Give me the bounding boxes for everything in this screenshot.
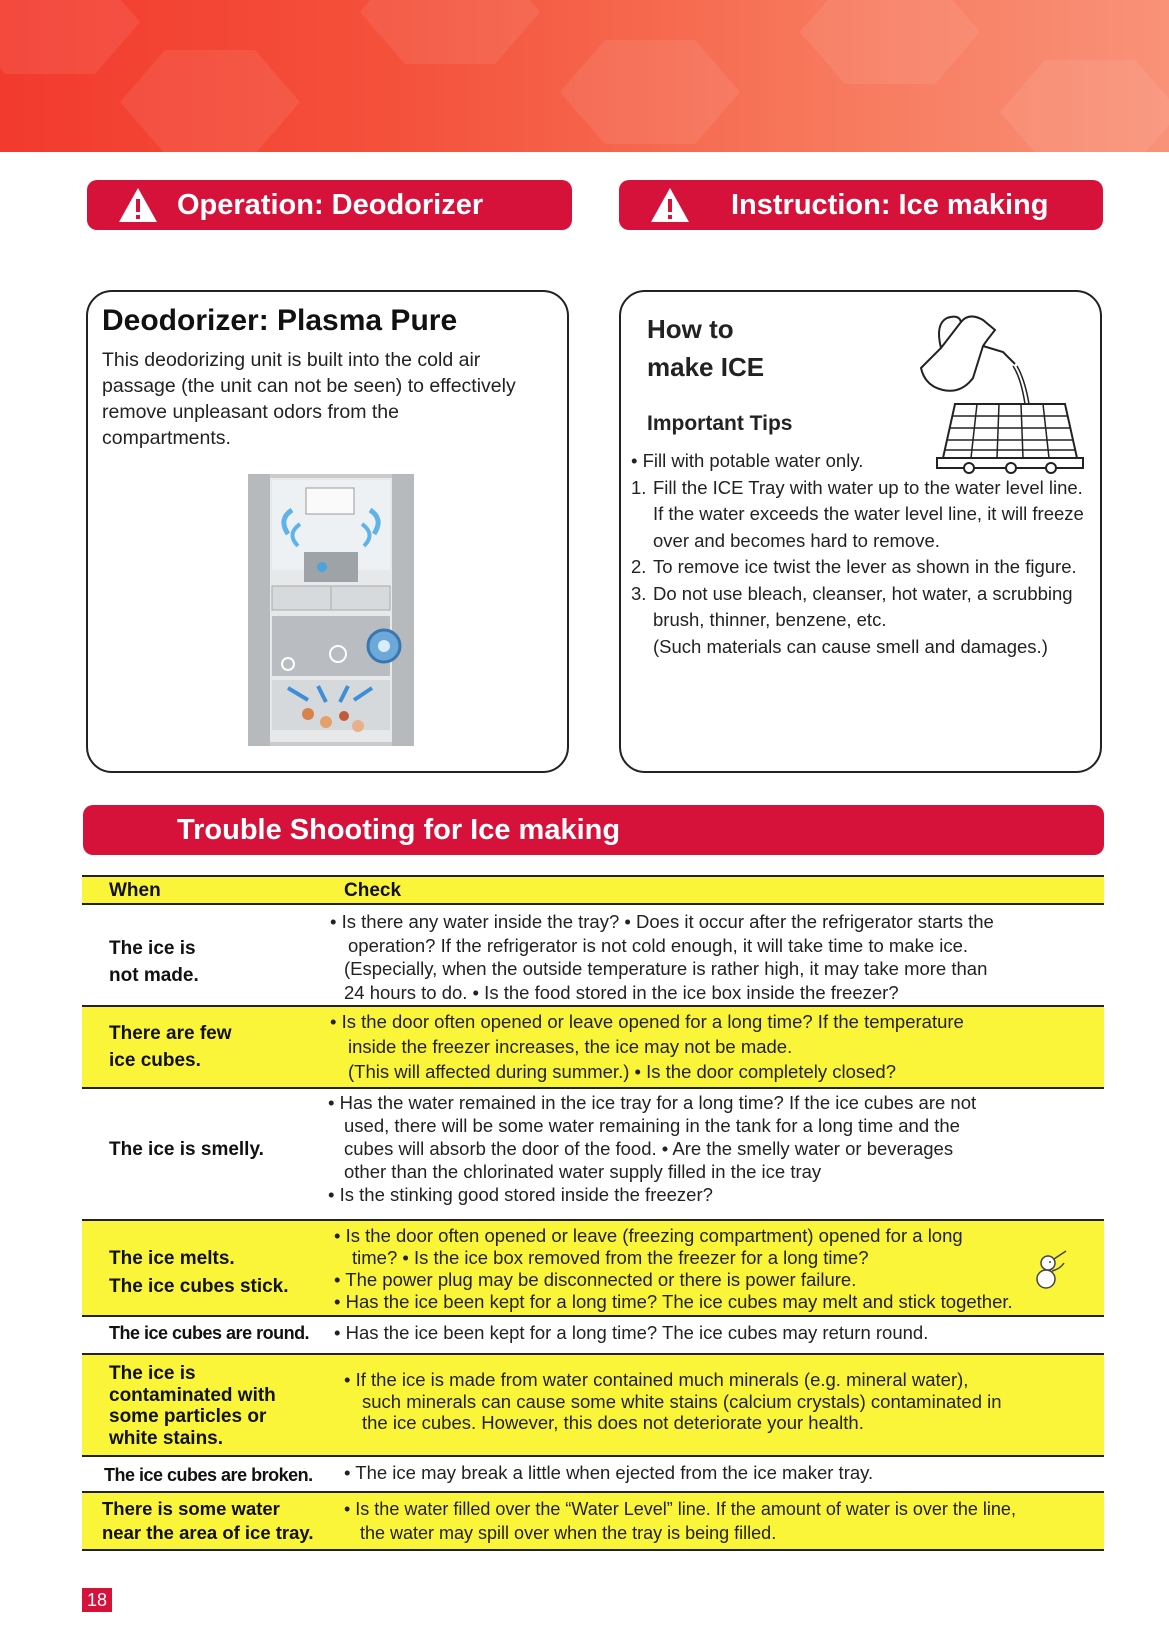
deodorizer-title: Deodorizer: Plasma Pure [102, 304, 458, 337]
table-row [82, 1493, 1104, 1549]
tip-2-text: To remove ice twist the lever as shown in the figure. [653, 556, 1077, 577]
row-check [328, 1091, 1098, 1206]
row-check-line: • Is there any water inside the tray? • Does it occur after the refrigerator starts the [330, 911, 994, 932]
row-check-line: • Is the door often opened or leave opened for a long time? If the temperature [330, 1011, 964, 1032]
fridge-interior-photo [248, 474, 414, 746]
row-check-line: the water may spill over when the tray is being filled. [360, 1523, 777, 1543]
row-check-line: inside the freezer increases, the ice may not be made. [348, 1036, 793, 1057]
tip-2-number: 2. [631, 556, 647, 577]
row-check [344, 1369, 1104, 1434]
row-check-line: (This will affected during summer.) • Is the door completely closed? [348, 1061, 897, 1082]
row-check-line: 24 hours to do. • Is the food stored in the ice box inside the freezer? [344, 981, 899, 1003]
tip-3-number: 3. [631, 582, 647, 604]
table-row [82, 1457, 1104, 1491]
row-check: • Has the ice been kept for a long time? The ice cubes may return round. [334, 1322, 929, 1343]
row-when: The ice cubes are broken. [104, 1465, 313, 1485]
row-when-line: The ice cubes stick. [109, 1276, 289, 1297]
troubleshoot-section-header [83, 805, 1104, 855]
row-when-line: some particles or [109, 1406, 267, 1427]
hex-pattern [800, 0, 980, 84]
row-check-line: • Is the door often opened or leave (freezing compartment) opened for a long [334, 1225, 963, 1246]
row-check-line: such minerals can cause some white stains (calcium crystals) contaminated in [362, 1390, 1002, 1412]
hex-pattern [360, 0, 540, 64]
tips-list [631, 448, 1101, 660]
deodorizer-section-header [87, 180, 572, 230]
table-row [82, 1089, 1104, 1207]
row-when-line: The ice melts. [109, 1248, 235, 1269]
row-when-line: There is some water [102, 1498, 280, 1519]
row-when-line: The ice is [109, 1363, 196, 1384]
row-check [344, 1497, 1104, 1545]
row-check-line: • If the ice is made from water contained much minerals (e.g. mineral water), [344, 1369, 969, 1390]
hex-pattern [120, 50, 300, 152]
howto-line-2: make ICE [647, 352, 765, 382]
header-check: Check [344, 880, 402, 901]
tip-bullet: • Fill with potable water only. [631, 450, 864, 471]
table-row [82, 1355, 1104, 1455]
table-row [82, 1007, 1104, 1087]
row-check-line: operation? If the refrigerator is not cold enough, it will take time to make ice. [348, 934, 969, 956]
tip-3-text-b: (Such materials can cause smell and damages.) [653, 635, 1048, 657]
row-check-line: • Is the stinking good stored inside the freezer? [328, 1184, 713, 1205]
hex-pattern [1000, 60, 1169, 152]
deodorizer-panel [86, 290, 569, 773]
hex-pattern [560, 40, 740, 144]
howto-line-1: How to [647, 314, 734, 344]
row-check-line: • Is the water filled over the “Water Level” line. If the amount of water is over the line, [344, 1499, 1016, 1519]
row-when [109, 1363, 276, 1449]
row-check-line: • The power plug may be disconnected or there is power failure. [334, 1269, 857, 1290]
tip-1-text-a: Fill the ICE Tray with water up to the water level line. [653, 476, 1083, 498]
row-check-line: • Has the ice been kept for a long time? The ice cubes may melt and stick together. [334, 1291, 1013, 1312]
row-when [109, 935, 199, 989]
row-check-line: cubes will absorb the door of the food. • Are the smelly water or beverages [344, 1138, 954, 1159]
row-when-line: not made. [109, 965, 199, 986]
row-when-line: near the area of ice tray. [102, 1522, 314, 1543]
row-when-line: There are few [109, 1023, 232, 1044]
deodorizer-description: This deodorizing unit is built into the cold air passage (the unit can not be seen) to effectively remove unpleasant odors from the compartments. [102, 349, 516, 449]
warning-triangle-icon [649, 186, 691, 224]
tip-1 [631, 475, 1101, 555]
ice-section-header [619, 180, 1103, 230]
row-when-line: contaminated with [109, 1384, 276, 1406]
row-check-line: used, there will be some water remaining in the tank for a long time and the [344, 1115, 960, 1136]
page-number: 18 [82, 1588, 112, 1612]
row-check: • The ice may break a little when ejected from the ice maker tray. [344, 1462, 874, 1483]
row-check [330, 1009, 1100, 1084]
snowman-icon [1032, 1249, 1068, 1291]
top-banner [0, 0, 1169, 152]
tip-3 [631, 581, 1101, 661]
row-check [334, 1225, 1104, 1313]
deodorizer-header-title: Operation: Deodorizer [177, 188, 484, 221]
row-when [102, 1497, 313, 1545]
header-when: When [109, 880, 161, 901]
row-when [109, 1245, 289, 1301]
ice-making-panel [619, 290, 1102, 773]
row-when [109, 1020, 232, 1074]
tip-2 [631, 554, 1101, 581]
table-rule [82, 1549, 1104, 1551]
row-when: The ice is smelly. [109, 1139, 264, 1160]
warning-triangle-icon [117, 186, 159, 224]
troubleshoot-header-title: Trouble Shooting for Ice making [177, 813, 621, 846]
row-check-line: other than the chlorinated water supply filled in the ice tray [344, 1161, 822, 1182]
ice-header-title: Instruction: Ice making [731, 188, 1049, 221]
row-when: The ice cubes are round. [109, 1323, 310, 1343]
important-tips-title: Important Tips [647, 412, 793, 435]
tip-1-text-b: If the water exceeds the water level line, it will freeze over and becomes hard to remove. [653, 503, 1084, 551]
row-when-line: The ice is [109, 938, 196, 959]
row-when-line: ice cubes. [109, 1050, 201, 1071]
row-check [330, 910, 1100, 1004]
row-check-line: • Has the water remained in the ice tray for a long time? If the ice cubes are not [328, 1092, 977, 1113]
row-check-line: time? • Is the ice box removed from the freezer for a long time? [352, 1247, 869, 1268]
table-row [82, 905, 1104, 1005]
row-check-line: the ice cubes. However, this does not deteriorate your health. [362, 1412, 864, 1433]
hex-pattern [0, 0, 140, 74]
table-header-row [82, 877, 1104, 903]
row-check-line: (Especially, when the outside temperature is rather high, it may take more than [344, 958, 988, 979]
row-when-line: white stains. [109, 1427, 224, 1449]
howto-title [647, 310, 764, 386]
tip-3-text-a: Do not use bleach, cleanser, hot water, a scrubbing brush, thinner, benzene, etc. [653, 582, 1073, 630]
tip-1-number: 1. [631, 476, 647, 498]
table-row [82, 1221, 1104, 1315]
table-row [82, 1317, 1104, 1353]
